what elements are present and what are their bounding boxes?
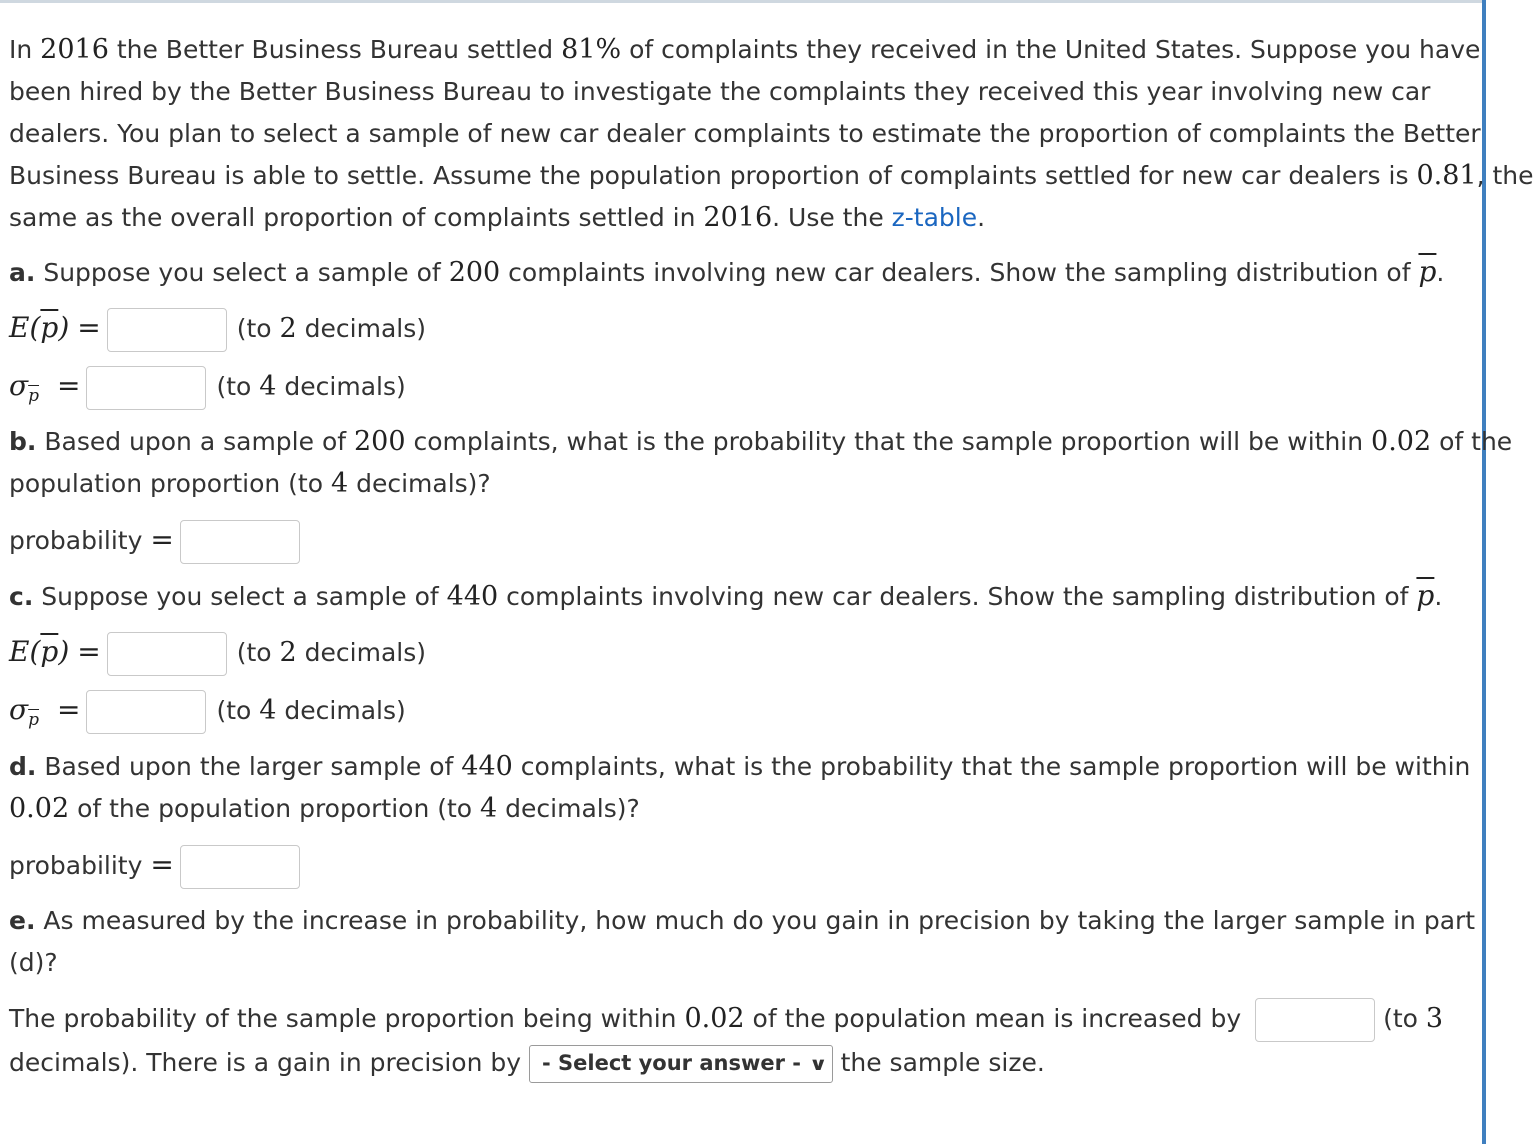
intro-line-3: dealers. You plan to select a sample of new car dealer complaints to estimate the proportion of complaints the Better — [9, 119, 1481, 148]
part-c-expected-input[interactable] — [107, 632, 227, 676]
part-a-expected-row: $E(\overline{p}) = (to$ 2 decimals) — [9, 306, 426, 352]
part-d-probability-input[interactable] — [180, 845, 300, 889]
intro-line-1: In 2016 the Better Business Bureau settled 81% of complaints they received in the United States. Suppose you have — [9, 34, 1481, 65]
intro-line-2: been hired by the Better Business Bureau to investigate the complaints they received this year involving new car — [9, 77, 1431, 106]
part-e-answer-line-2: decimals). There is a gain in precision by - Select your answer - ∨ the sample size. — [9, 1043, 1045, 1083]
part-a-sigma-input[interactable] — [86, 366, 206, 410]
part-b-question-line-2: population proportion (to 4 decimals)? — [9, 468, 491, 499]
chevron-down-icon: ∨ — [808, 1054, 828, 1075]
part-e-question-line-1: e. As measured by the increase in probability, how much do you gain in precision by taking the larger sample in part — [9, 906, 1476, 935]
intro-line-5: same as the overall proportion of complaints settled in 2016. Use the z-table. — [9, 202, 986, 233]
part-c-question: c. Suppose you select a sample of 440 complaints involving new car dealers. Show the sampling distribution of $\overline{p}$. — [9, 579, 1443, 612]
part-e-increase-input[interactable] — [1255, 998, 1375, 1042]
part-c-sigma-row: $\sigma_{\overline{p}} = (to$ 4 decimals) — [9, 688, 406, 742]
part-e-question-line-2: (d)? — [9, 948, 58, 977]
part-b-probability-row: probability = — [9, 518, 300, 564]
part-b-probability-input[interactable] — [180, 520, 300, 564]
part-c-sigma-input[interactable] — [86, 690, 206, 734]
precision-select-value: - Select your answer - — [541, 1051, 801, 1075]
precision-select[interactable] — [529, 1045, 833, 1083]
top-border — [0, 0, 1486, 3]
part-d-probability-row: probability = — [9, 843, 300, 889]
part-a-sigma-row: $\sigma_{\overline{p}} = (to$ 4 decimals) — [9, 364, 406, 418]
part-e-answer-line-1: The probability of the sample proportion being within 0.02 of the population mean is increased by (to 3 — [9, 997, 1443, 1042]
z-table-link[interactable]: z-table — [891, 203, 978, 232]
part-d-question-line-1: d. Based upon the larger sample of 440 complaints, what is the probability that the sample proportion will be within — [9, 751, 1471, 782]
part-b-question-line-1: b. Based upon a sample of 200 complaints, what is the probability that the sample proportion will be within 0.02 of the — [9, 426, 1513, 457]
part-c-expected-row: $E(\overline{p}) = (to$ 2 decimals) — [9, 630, 426, 676]
part-a-question: a. Suppose you select a sample of 200 complaints involving new car dealers. Show the sampling distribution of $\overline{p}$. — [9, 255, 1445, 288]
part-a-expected-input[interactable] — [107, 308, 227, 352]
part-d-question-line-2: 0.02 of the population proportion (to 4 decimals)? — [9, 793, 640, 824]
intro-line-4: Business Bureau is able to settle. Assume the population proportion of complaints settled for new car dealers is 0.81, the — [9, 160, 1534, 191]
